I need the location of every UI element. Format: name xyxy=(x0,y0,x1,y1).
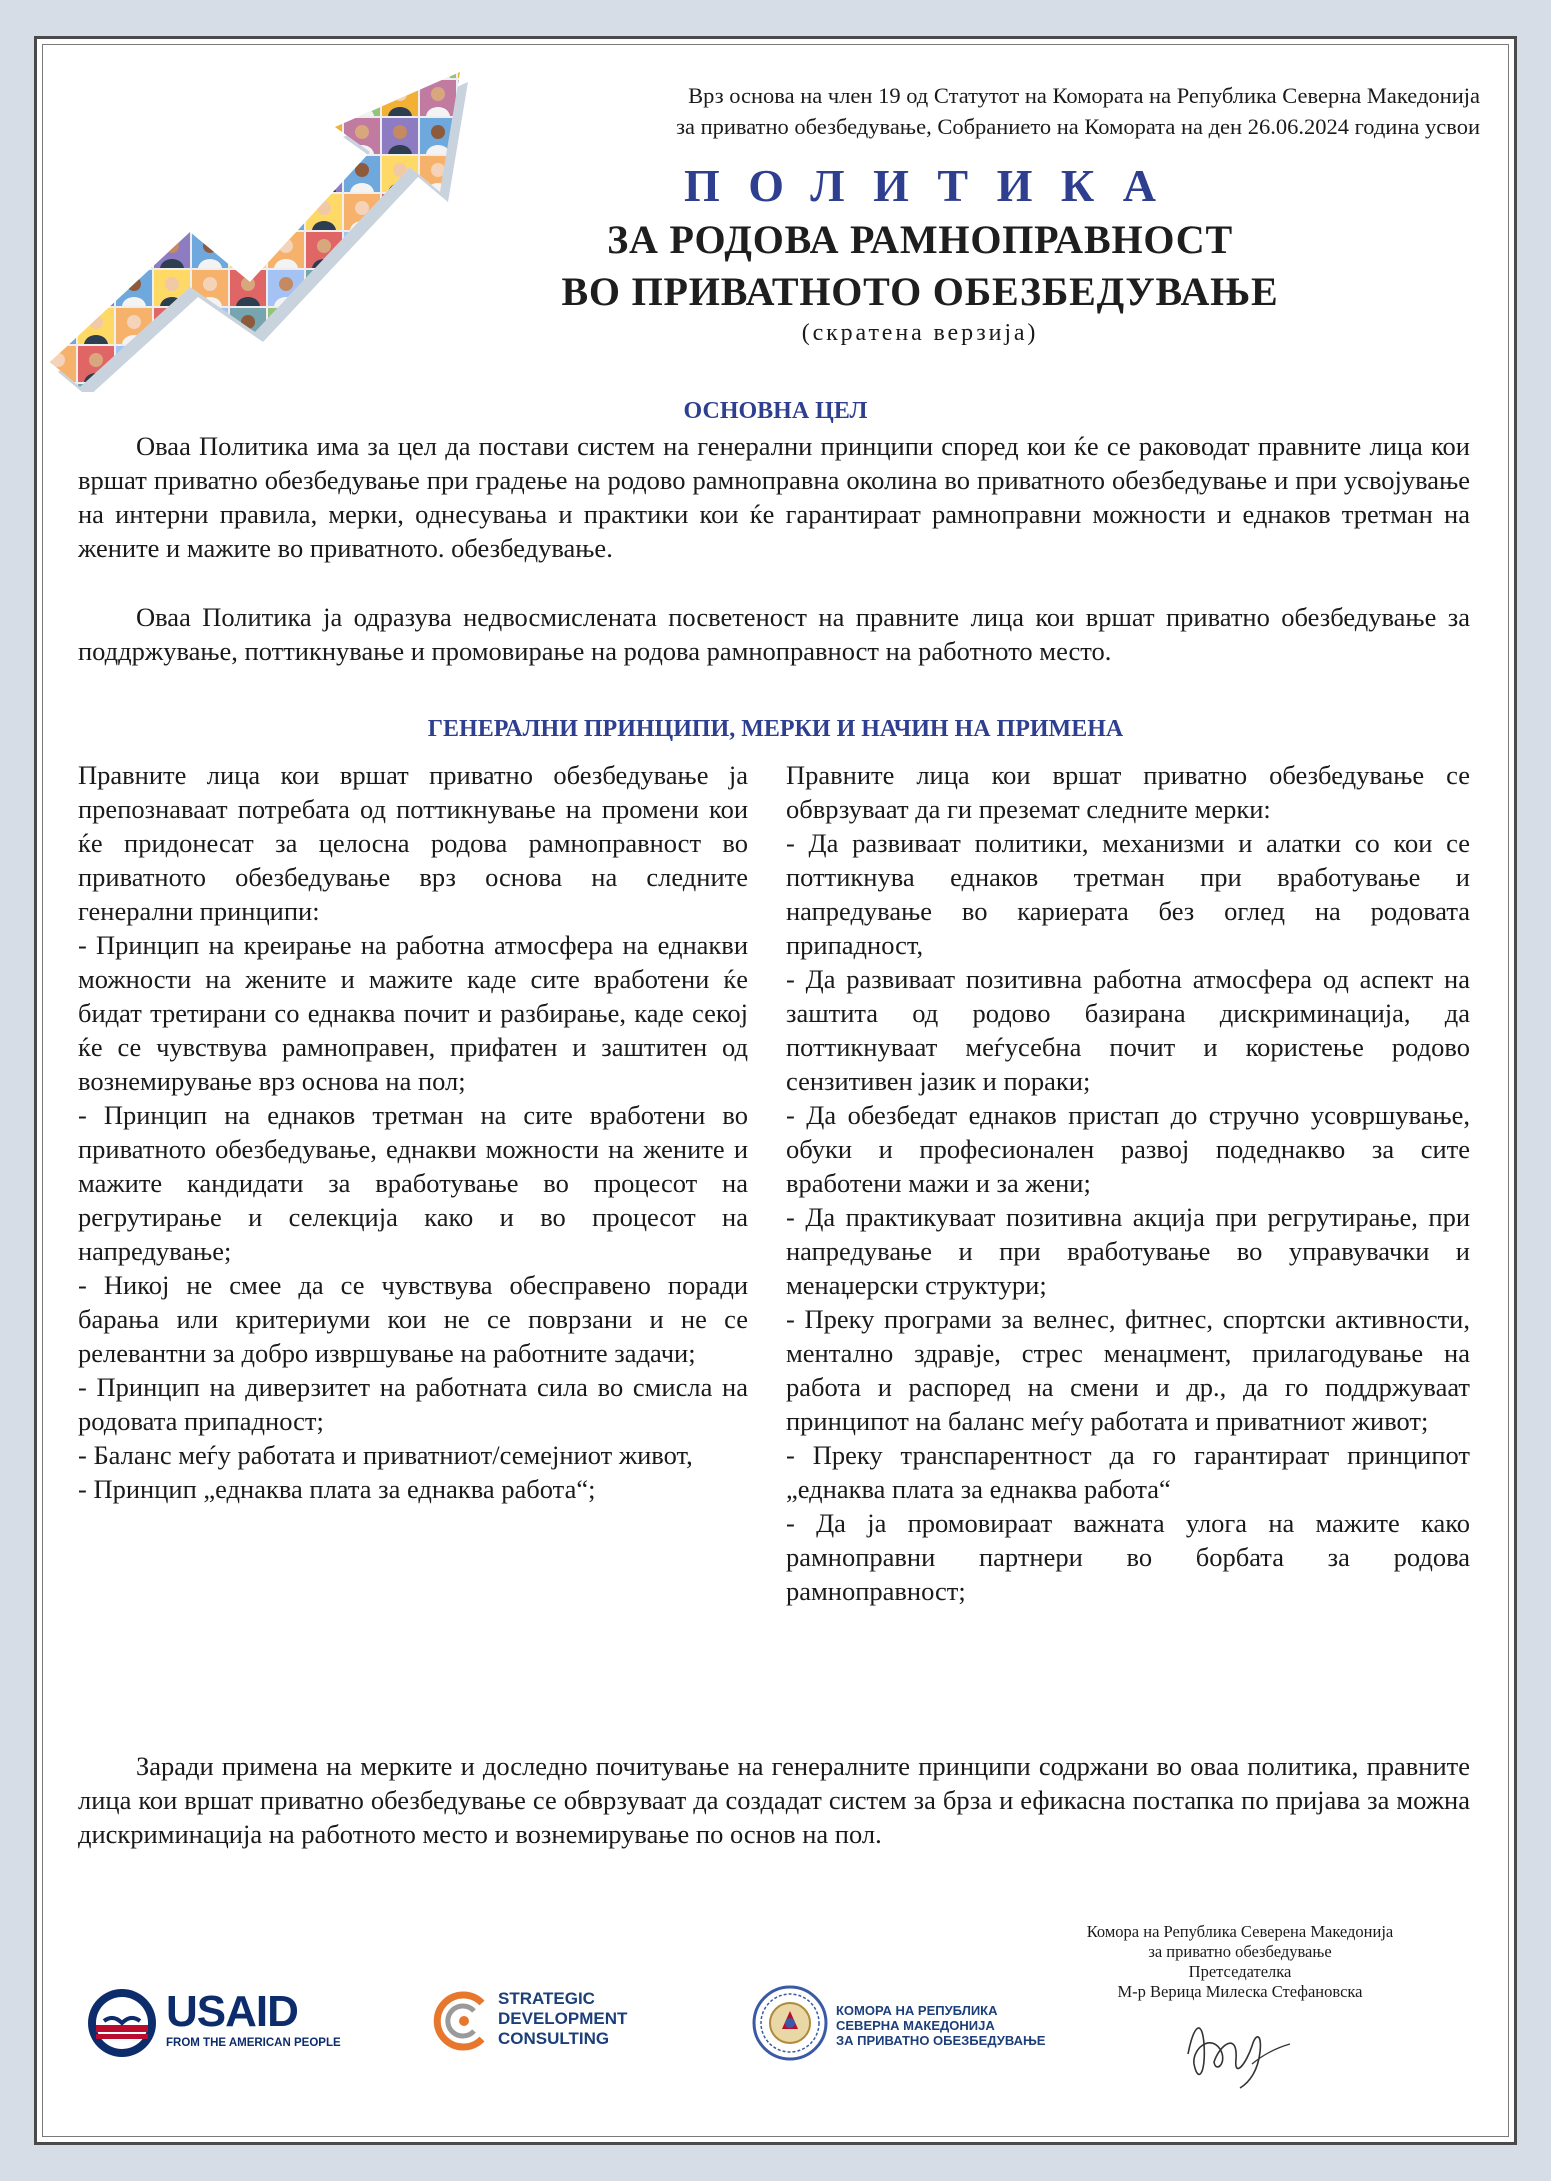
portrait-tile xyxy=(458,384,480,392)
portrait-face xyxy=(89,125,103,139)
portrait-face xyxy=(89,315,103,329)
portrait-face xyxy=(51,163,65,177)
portrait-face xyxy=(127,125,141,139)
portrait-face xyxy=(165,49,179,63)
measures-item: - Да практикуваат позитивна акција при регрутирање, при напредување и при вработување во управувачки и менаџерски структури; xyxy=(786,1202,1470,1300)
portrait-face xyxy=(355,163,369,177)
portrait-body xyxy=(350,259,374,268)
portrait-face xyxy=(393,201,407,215)
portrait-face xyxy=(241,163,255,177)
komora-line-1: КОМОРА НА РЕПУБЛИКА xyxy=(836,2003,998,2018)
main-goal-paragraph-2: Оваа Политика ја одразува недвосмислената посветеност на правните лица кои вршат приватно обезбедување за поддржување, поттикнување и промовирање на родова рамноправност на работното место. xyxy=(78,602,1470,666)
portrait-face xyxy=(203,163,217,177)
portrait-face xyxy=(165,87,179,101)
portrait-tile xyxy=(382,308,418,344)
measures-column xyxy=(786,758,1470,1608)
portrait-body xyxy=(46,259,70,268)
portrait-body xyxy=(350,69,374,78)
portrait-face xyxy=(355,315,369,329)
portrait-tile xyxy=(306,156,342,192)
portrait-body xyxy=(312,373,336,382)
portrait-tile xyxy=(116,384,152,392)
portrait-tile xyxy=(78,42,114,78)
portrait-tile xyxy=(306,118,342,154)
portrait-body xyxy=(236,221,260,230)
portrait-face xyxy=(355,391,369,392)
portrait-face xyxy=(51,125,65,139)
portrait-tile xyxy=(154,42,190,78)
intro-line-1: Врз основа на член 19 од Статутот на Комората на Република Северна Македонија xyxy=(688,83,1480,108)
komora-line-2: СЕВЕРНА МАКЕДОНИЈА xyxy=(836,2018,995,2033)
portrait-tile xyxy=(40,270,76,306)
portrait-face xyxy=(203,125,217,139)
principles-item: - Принцип на креирање на работна атмосфера на еднакви можности на жените и мажите каде сите вработени ќе бидат третирани со еднаква почит и разбирање, каде секој ќе се чувствува рамноправен, прифатен и заштитен од вознемирување врз основа на пол; xyxy=(78,930,748,1096)
portrait-face xyxy=(317,87,331,101)
portrait-tile xyxy=(268,80,304,116)
portrait-face xyxy=(203,87,217,101)
portrait-tile xyxy=(268,118,304,154)
portrait-body xyxy=(160,335,184,344)
portrait-body xyxy=(46,183,70,192)
portrait-tile xyxy=(40,384,76,392)
portrait-body xyxy=(84,183,108,192)
portrait-face xyxy=(279,49,293,63)
portrait-body xyxy=(160,145,184,154)
portrait-tile xyxy=(230,42,266,78)
portrait-body xyxy=(236,259,260,268)
portrait-tile xyxy=(306,384,342,392)
portrait-tile xyxy=(268,42,304,78)
portrait-body xyxy=(388,259,412,268)
usaid-logo xyxy=(86,1985,341,2065)
portrait-tile xyxy=(40,194,76,230)
portrait-tile xyxy=(78,156,114,192)
portrait-tile xyxy=(306,42,342,78)
portrait-body xyxy=(198,69,222,78)
portrait-body xyxy=(312,145,336,154)
measures-item: - Да развиваат политики, механизми и алатки со кои се поттикнува еднаков третман при вработување и напредување во кариерата без оглед на родовата припадност, xyxy=(786,828,1470,960)
portrait-face xyxy=(203,201,217,215)
sdc-line-2: DEVELOPMENT xyxy=(498,2009,628,2028)
portrait-face xyxy=(127,239,141,253)
portrait-tile xyxy=(154,194,190,230)
portrait-body xyxy=(350,297,374,306)
portrait-tile xyxy=(382,346,418,382)
portrait-face xyxy=(165,353,179,367)
sdc-line-1: STRATEGIC xyxy=(498,1989,595,2008)
arrow-collage-image xyxy=(40,42,480,392)
portrait-face xyxy=(241,277,255,291)
portrait-face xyxy=(279,125,293,139)
principles-item: - Баланс меѓу работата и приватниот/семејниот живот, xyxy=(78,1440,693,1470)
measures-item: - Да развиваат позитивна работна атмосфера од аспект на заштита од родово базирана дискриминација, да поттикнуваат меѓусебна почит и користење родово сензитивен јазик и пораки; xyxy=(786,964,1470,1096)
portrait-tile xyxy=(344,308,380,344)
portrait-tile xyxy=(230,118,266,154)
portrait-face xyxy=(241,87,255,101)
portrait-body xyxy=(312,297,336,306)
portrait-face xyxy=(355,353,369,367)
portrait-body xyxy=(274,69,298,78)
portrait-tile xyxy=(268,194,304,230)
portrait-tile xyxy=(40,42,76,78)
sdc-line-3: CONSULTING xyxy=(498,2029,610,2048)
principles-column xyxy=(78,758,748,1506)
portrait-body xyxy=(160,373,184,382)
portrait-face xyxy=(165,239,179,253)
portrait-body xyxy=(274,335,298,344)
portrait-tile xyxy=(420,384,456,392)
intro-line-2: за приватно обезбедување, Собранието на Комората на ден 26.06.2024 година усвои xyxy=(676,114,1480,139)
portrait-tile xyxy=(78,80,114,116)
portrait-body xyxy=(388,69,412,78)
portrait-face xyxy=(203,353,217,367)
portrait-face xyxy=(279,201,293,215)
handwritten-signature-image xyxy=(1180,2004,1300,2094)
portrait-face xyxy=(317,353,331,367)
portrait-face xyxy=(393,315,407,329)
portrait-face xyxy=(165,201,179,215)
portrait-tile xyxy=(344,80,380,116)
portrait-body xyxy=(122,221,146,230)
portrait-face xyxy=(241,201,255,215)
portrait-face xyxy=(89,163,103,177)
portrait-tile xyxy=(116,80,152,116)
portrait-face xyxy=(431,49,445,63)
portrait-face xyxy=(241,353,255,367)
portrait-face xyxy=(165,125,179,139)
portrait-body xyxy=(84,69,108,78)
portrait-face xyxy=(51,239,65,253)
portrait-body xyxy=(312,69,336,78)
signature-role: Претседателка xyxy=(1188,1962,1292,1981)
portrait-tile xyxy=(230,384,266,392)
portrait-tile xyxy=(192,156,228,192)
portrait-body xyxy=(312,335,336,344)
portrait-tile xyxy=(382,42,418,78)
portrait-tile xyxy=(78,270,114,306)
portrait-body xyxy=(160,183,184,192)
portrait-face xyxy=(393,125,407,139)
main-goal-paragraph-1: Оваа Политика има за цел да постави систем на генерални принципи според кои ќе се раководат правните лица кои вршат приватно обезбедување при градење на родово рамноправна околина во приватното обезбедување и при усвојување на интерни правила, мерки, однесувања и практики кои ќе гарантираат рамноправни можности и еднаков третман на жените и мажите во приватното. обезбедување. xyxy=(78,431,1470,563)
portrait-tile xyxy=(192,346,228,382)
portrait-face xyxy=(51,315,65,329)
portrait-face xyxy=(317,125,331,139)
portrait-body xyxy=(426,373,450,382)
portrait-face xyxy=(279,353,293,367)
portrait-body xyxy=(122,69,146,78)
portrait-tile xyxy=(382,270,418,306)
portrait-face xyxy=(127,163,141,177)
portrait-face xyxy=(317,239,331,253)
portrait-body xyxy=(236,107,260,116)
portrait-face xyxy=(469,391,480,392)
usaid-tagline: FROM THE AMERICAN PEOPLE xyxy=(166,2037,341,2049)
portrait-body xyxy=(84,107,108,116)
portrait-face xyxy=(51,49,65,63)
portrait-face xyxy=(203,239,217,253)
portrait-tile xyxy=(116,118,152,154)
portrait-body xyxy=(198,335,222,344)
portrait-face xyxy=(89,87,103,101)
principles-item: Правните лица кои вршат приватно обезбедување ја препознаваат потребата од поттикнување на промени кои ќе придонесат за целосна родова рамноправност во приватното обезбедување врз основа на следните генерални принципи: xyxy=(78,760,748,926)
document-title xyxy=(420,158,1420,348)
portrait-face xyxy=(51,277,65,291)
portrait-face xyxy=(431,353,445,367)
portrait-tile xyxy=(154,118,190,154)
portrait-face xyxy=(127,391,141,392)
portrait-face xyxy=(203,315,217,329)
komora-logo xyxy=(752,1985,1046,2065)
measures-item: - Да обезбедат еднаков пристап до стручно усовршување, обуки и професионален развој подеднакво за сите вработени мажи и за жени; xyxy=(786,1100,1470,1198)
portrait-face xyxy=(165,391,179,392)
portrait-body xyxy=(274,107,298,116)
portrait-face xyxy=(279,87,293,101)
closing-paragraph: Заради примена на мерките и доследно почитување на генералните принципи содржани во оваа политика, правните лица кои вршат приватно обезбедување се обврзуваат да создадат систем за брза и ефикасна постапка по пријава за можна дискриминација на работното место и вознемирување по основ на пол. xyxy=(78,1751,1470,1849)
portrait-tile xyxy=(116,232,152,268)
portrait-face xyxy=(51,353,65,367)
komora-seal-icon xyxy=(752,1985,828,2061)
portrait-body xyxy=(312,183,336,192)
portrait-body xyxy=(160,221,184,230)
portrait-face xyxy=(469,353,480,367)
portrait-body xyxy=(350,107,374,116)
usaid-seal-icon xyxy=(86,1987,158,2059)
portrait-face xyxy=(317,201,331,215)
sdc-logo xyxy=(432,1985,672,2065)
portrait-face xyxy=(127,201,141,215)
portrait-body xyxy=(350,335,374,344)
portrait-body xyxy=(198,145,222,154)
heading-principles: ГЕНЕРАЛНИ ПРИНЦИПИ, МЕРКИ И НАЧИН НА ПРИМЕНА xyxy=(427,716,1124,742)
portrait-face xyxy=(393,49,407,63)
portrait-face xyxy=(241,125,255,139)
portrait-body xyxy=(84,297,108,306)
portrait-body xyxy=(464,145,480,154)
portrait-tile xyxy=(382,384,418,392)
portrait-tile xyxy=(192,80,228,116)
portrait-body xyxy=(198,107,222,116)
portrait-body xyxy=(464,69,480,78)
usaid-wordmark: USAID xyxy=(166,1987,298,2036)
portrait-tile xyxy=(344,384,380,392)
portrait-body xyxy=(46,297,70,306)
portrait-face xyxy=(393,87,407,101)
portrait-face xyxy=(355,125,369,139)
measures-item: Правните лица кои вршат приватно обезбедување се обврзуваат да ги преземат следните мерки: xyxy=(786,760,1470,824)
portrait-face xyxy=(469,49,480,63)
portrait-tile xyxy=(268,384,304,392)
portrait-body xyxy=(388,335,412,344)
sdc-emblem-icon xyxy=(432,1989,492,2053)
signature-org-1: Комора на Република Северена Македонија xyxy=(1086,1922,1394,1941)
portrait-face xyxy=(393,239,407,253)
title-main: ПОЛИТИКА xyxy=(683,160,1185,211)
portrait-face xyxy=(317,315,331,329)
portrait-face xyxy=(393,353,407,367)
portrait-tile xyxy=(40,80,76,116)
portrait-body xyxy=(122,145,146,154)
portrait-tile xyxy=(154,156,190,192)
portrait-tile xyxy=(230,80,266,116)
portrait-face xyxy=(279,391,293,392)
portrait-body xyxy=(46,69,70,78)
portrait-body xyxy=(160,107,184,116)
portrait-body xyxy=(198,373,222,382)
portrait-tile xyxy=(78,118,114,154)
portrait-tile xyxy=(268,156,304,192)
portrait-body xyxy=(236,183,260,192)
portrait-tile xyxy=(306,346,342,382)
portrait-body xyxy=(84,145,108,154)
principles-item: - Никој не смее да се чувствува обесправено поради барања или критериуми кои не се поврзани и не се релевантни за добро извршување на работните задачи; xyxy=(78,1270,748,1368)
signature-name: М-р Верица Милеска Стефановска xyxy=(1117,1982,1363,2001)
portrait-face xyxy=(393,391,407,392)
portrait-body xyxy=(46,145,70,154)
portrait-body xyxy=(46,107,70,116)
portrait-face xyxy=(127,277,141,291)
portrait-body xyxy=(122,259,146,268)
portrait-tile xyxy=(116,194,152,230)
portrait-tile xyxy=(230,346,266,382)
portrait-body xyxy=(198,221,222,230)
portrait-face xyxy=(241,239,255,253)
portrait-tile xyxy=(116,42,152,78)
portrait-body xyxy=(236,373,260,382)
portrait-face xyxy=(393,277,407,291)
portrait-face xyxy=(203,49,217,63)
portrait-tile xyxy=(192,194,228,230)
komora-line-3: ЗА ПРИВАТНО ОБЕЗБЕДУВАЊЕ xyxy=(836,2033,1046,2048)
portrait-tile xyxy=(192,118,228,154)
portrait-body xyxy=(160,69,184,78)
portrait-tile xyxy=(344,270,380,306)
measures-item: - Преку транспарентност да го гарантираат принципот „еднаква плата за еднаква работа“ xyxy=(786,1440,1470,1504)
portrait-body xyxy=(46,335,70,344)
portrait-face xyxy=(89,49,103,63)
portrait-tile xyxy=(40,308,76,344)
portrait-tile xyxy=(40,232,76,268)
portrait-body xyxy=(312,107,336,116)
portrait-tile xyxy=(230,232,266,268)
portrait-face xyxy=(89,277,103,291)
portrait-body xyxy=(274,373,298,382)
signature-block xyxy=(1020,1922,1460,2002)
portrait-body xyxy=(274,145,298,154)
portrait-body xyxy=(198,183,222,192)
portrait-tile xyxy=(420,42,456,78)
portrait-tile xyxy=(154,80,190,116)
principles-item: - Принцип на еднаков третман на сите вработени во приватното обезбедување, еднакви можности на жените и мажите кандидати за вработување во процесот на регрутирање и селекција како и во процесот на напредување; xyxy=(78,1100,748,1266)
portrait-tile xyxy=(40,156,76,192)
portrait-body xyxy=(388,221,412,230)
portrait-body xyxy=(84,221,108,230)
portrait-tile xyxy=(116,156,152,192)
portrait-face xyxy=(127,49,141,63)
portrait-face xyxy=(51,87,65,101)
portrait-body xyxy=(46,221,70,230)
portrait-face xyxy=(279,163,293,177)
portrait-body xyxy=(426,69,450,78)
portrait-face xyxy=(279,239,293,253)
heading-main-goal: ОСНОВНА ЦЕЛ xyxy=(683,398,868,424)
portrait-face xyxy=(89,353,103,367)
title-sub-2: ВО ПРИВАТНОТО ОБЕЗБЕДУВАЊЕ xyxy=(561,269,1279,314)
portrait-face xyxy=(203,391,217,392)
measures-item: - Да ја промовираат важната улога на мажите како рамноправни партнери во борбата за родова рамноправност; xyxy=(786,1508,1470,1606)
portrait-tile xyxy=(458,346,480,382)
portrait-face xyxy=(317,163,331,177)
portrait-body xyxy=(84,259,108,268)
portrait-body xyxy=(388,297,412,306)
portrait-tile xyxy=(306,80,342,116)
portrait-face xyxy=(51,391,65,392)
portrait-body xyxy=(236,69,260,78)
portrait-body xyxy=(274,183,298,192)
portrait-body xyxy=(350,373,374,382)
portrait-body xyxy=(122,373,146,382)
portrait-tile xyxy=(78,194,114,230)
portrait-tile xyxy=(420,346,456,382)
portrait-face xyxy=(127,315,141,329)
intro-statement xyxy=(430,80,1480,142)
portrait-tile xyxy=(344,42,380,78)
portrait-face xyxy=(89,239,103,253)
portrait-face xyxy=(241,49,255,63)
portrait-face xyxy=(317,49,331,63)
portrait-tile xyxy=(382,232,418,268)
title-note: (скратена верзија) xyxy=(801,320,1039,346)
portrait-tile xyxy=(230,156,266,192)
portrait-body xyxy=(236,145,260,154)
portrait-tile xyxy=(268,346,304,382)
portrait-tile xyxy=(192,384,228,392)
measures-item: - Преку програми за велнес, фитнес, спортски активности, ментално здравје, стрес менаџмент, прилагодување на работа и распоред на смени и др., да го поддржуваат принципот на баланс меѓу работата и приватниот живот; xyxy=(786,1304,1470,1436)
portrait-face xyxy=(203,277,217,291)
portrait-face xyxy=(89,201,103,215)
portrait-face xyxy=(317,391,331,392)
portrait-tile xyxy=(306,308,342,344)
portrait-face xyxy=(127,87,141,101)
portrait-face xyxy=(165,163,179,177)
portrait-tile xyxy=(78,232,114,268)
portrait-tile xyxy=(154,384,190,392)
portrait-tile xyxy=(154,346,190,382)
principles-item: - Принцип на диверзитет на работната сила во смисла на родовата припадност; xyxy=(78,1372,748,1436)
portrait-tile xyxy=(230,194,266,230)
portrait-tile xyxy=(192,42,228,78)
portrait-face xyxy=(51,201,65,215)
portrait-face xyxy=(165,277,179,291)
principles-item: - Принцип „еднаква плата за еднаква работа“; xyxy=(78,1474,596,1504)
signature-org-2: за приватно обезбедување xyxy=(1148,1942,1332,1961)
portrait-body xyxy=(464,373,480,382)
portrait-face xyxy=(241,391,255,392)
portrait-tile xyxy=(458,42,480,78)
portrait-face xyxy=(355,49,369,63)
portrait-body xyxy=(122,107,146,116)
title-sub-1: ЗА РОДОВА РАМНОПРАВНОСТ xyxy=(607,217,1233,262)
portrait-body xyxy=(274,221,298,230)
portrait-face xyxy=(279,277,293,291)
portrait-face xyxy=(355,277,369,291)
portrait-tile xyxy=(344,346,380,382)
portrait-face xyxy=(431,391,445,392)
portrait-tile xyxy=(40,118,76,154)
portrait-face xyxy=(355,87,369,101)
portrait-body xyxy=(388,373,412,382)
portrait-body xyxy=(122,183,146,192)
